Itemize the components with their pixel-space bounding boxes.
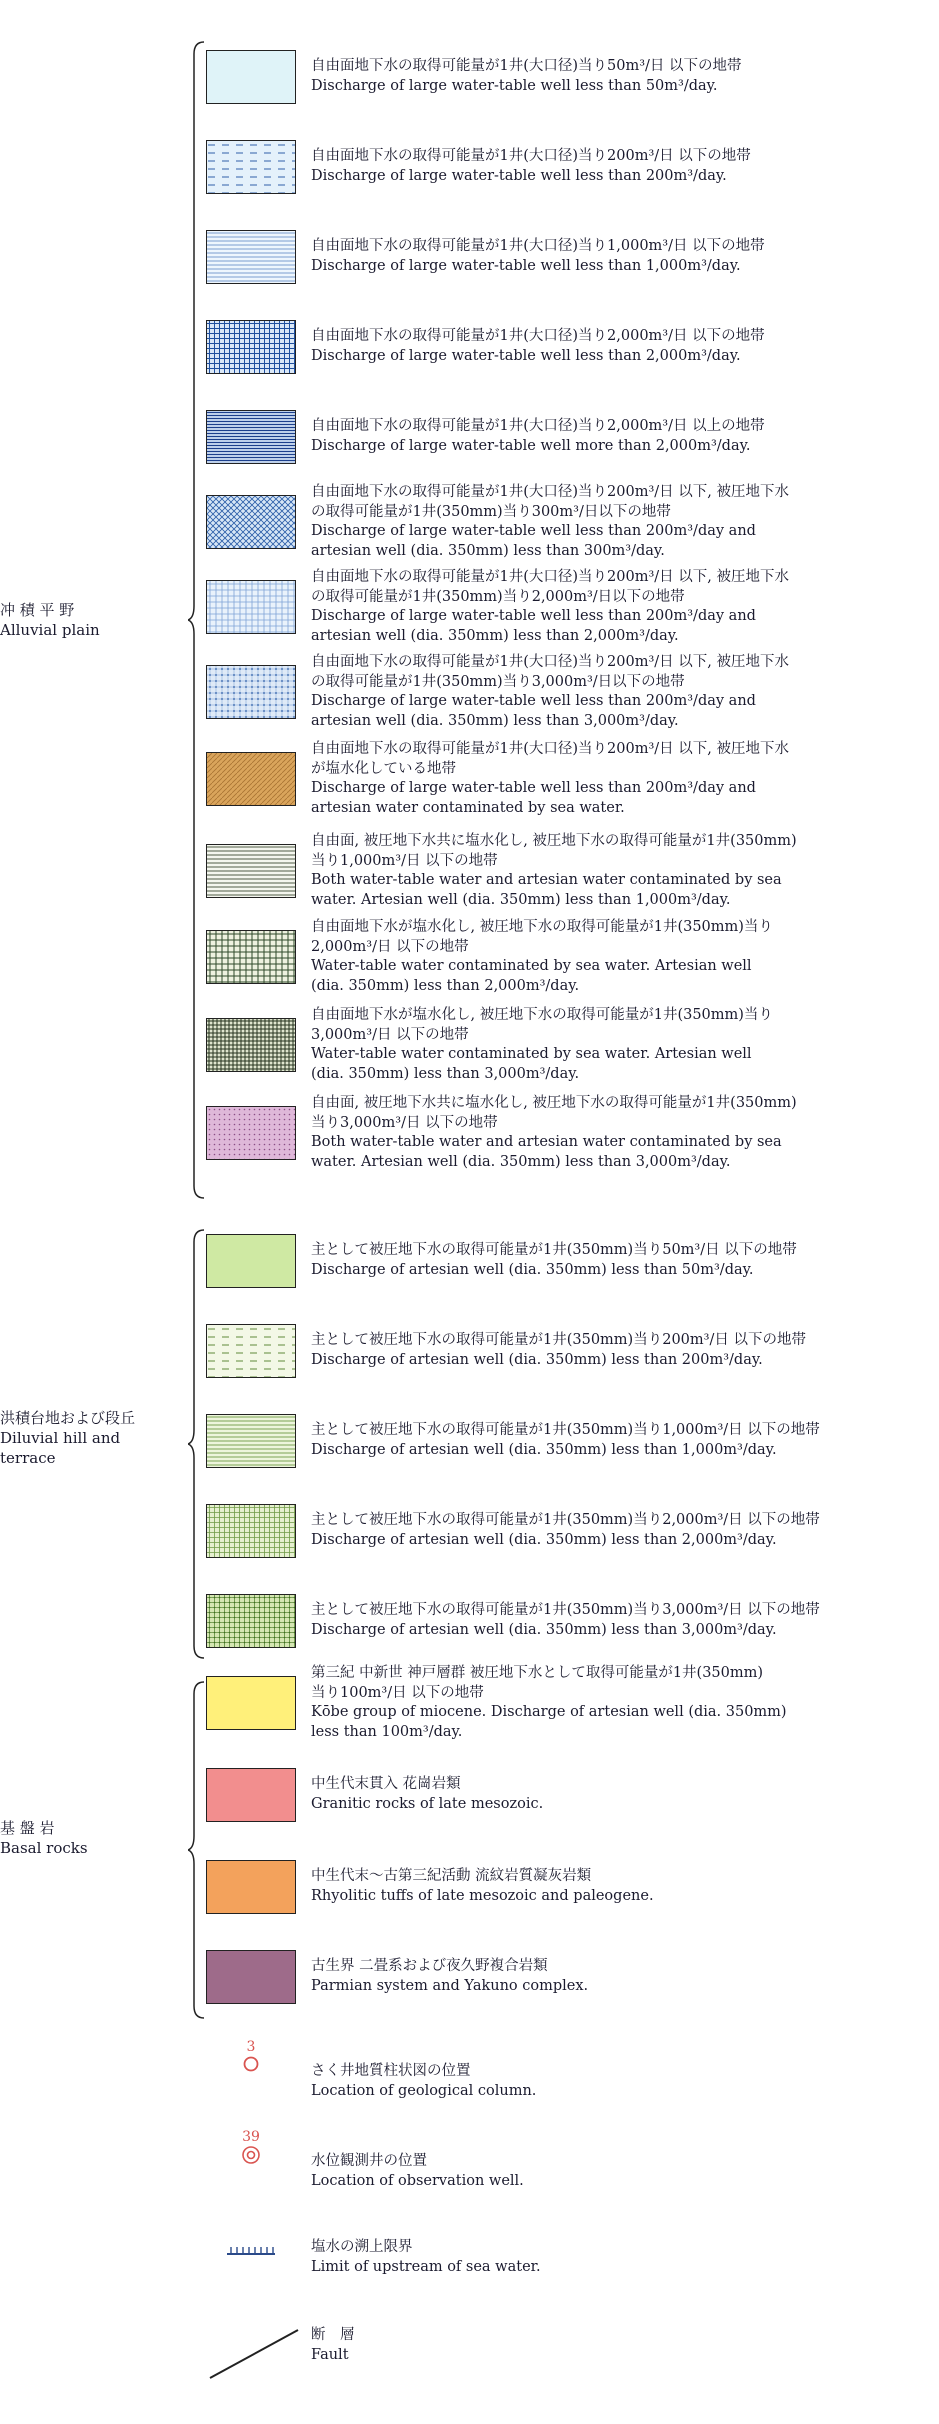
legend-line: 主として被圧地下水の取得可能量が1井(350mm)当り1,000m³/日 以下の地帯 [311,1422,820,1438]
legend-swatch-solid-mauve [206,1950,296,2004]
legend-line: Discharge of artesian well (dia. 350mm) less than 50m³/day. [311,1261,754,1278]
legend-line: Both water-table water and artesian water contaminated by sea [311,1134,782,1150]
legend-swatch-solid-pink [206,1768,296,1822]
legend-line: Granitic rocks of late mesozoic. [311,1795,544,1812]
legend-swatch-solid-yellow [206,1676,296,1730]
legend-text [311,237,921,276]
legend-line: 自由面地下水の取得可能量が1井(大口径)当り200m³/日 以下, 被圧地下水 [311,569,789,585]
legend-text [311,1601,921,1640]
observation-well-text [311,2152,921,2191]
well-number: 39 [242,2129,260,2145]
legend-swatch-fine-horizontal-blue [206,230,296,284]
observation-well-symbol [206,2130,296,2170]
legend-line: の取得可能量が1井(350mm)当り3,000m³/日以下の地帯 [311,673,685,690]
legend-line: Both water-table water and artesian water contaminated by sea [311,872,782,888]
legend-swatch-dashed-green [206,1324,296,1378]
legend-text [311,1867,921,1906]
group-label-basal [0,1818,200,1858]
legend-line: Discharge of artesian well (dia. 350mm) less than 2,000m³/day. [311,1531,777,1548]
legend-line: less than 100m³/day. [311,1723,463,1740]
double-circle-icon [240,2144,262,2166]
fault-text [311,2326,921,2365]
legend-text [311,417,921,456]
legend-line: 自由面地下水の取得可能量が1井(大口径)当り200m³/日 以下の地帯 [311,148,751,164]
legend-line: (dia. 350mm) less than 2,000m³/day. [311,977,580,994]
legend-line: 当り100m³/日 以下の地帯 [311,1684,484,1701]
geological-column-symbol [206,2040,296,2078]
legend-line: 中生代末～古第三紀活動 流紋岩質凝灰岩類 [311,1868,592,1884]
group-label-en: Basal rocks [0,1839,88,1857]
fault-symbol [206,2326,296,2386]
legend-line: 断 層 [311,2327,355,2343]
legend-line: Discharge of large water-table well less than 200m³/day and [311,608,756,624]
legend-line: さく井地質柱状図の位置 [311,2063,471,2079]
legend-line: Discharge of large water-table well less than 2,000m³/day. [311,347,741,364]
legend-line: 古生界 二畳系および夜久野複合岩類 [311,1958,548,1974]
legend-text [311,57,921,96]
legend-line: 自由面地下水の取得可能量が1井(大口径)当り2,000m³/日 以上の地帯 [311,418,765,434]
legend-text [311,1421,921,1460]
legend-text [311,1094,921,1172]
legend-line: 主として被圧地下水の取得可能量が1井(350mm)当り2,000m³/日 以下の地帯 [311,1512,820,1528]
legend-line: 自由面地下水の取得可能量が1井(大口径)当り200m³/日 以下, 被圧地下水 [311,484,789,500]
legend-text [311,918,921,996]
legend-text [311,1006,921,1084]
legend-line: 主として被圧地下水の取得可能量が1井(350mm)当り200m³/日 以下の地帯 [311,1332,806,1348]
legend-line: 3,000m³/日 以下の地帯 [311,1026,469,1043]
legend-line: 2,000m³/日 以下の地帯 [311,938,469,955]
legend-line: water. Artesian well (dia. 350mm) less than 3,000m³/day. [311,1153,731,1170]
legend-line: Rhyolitic tuffs of late mesozoic and paleogene. [311,1887,654,1904]
seawater-limit-symbol [206,2242,296,2261]
legend-line: Water-table water contaminated by sea water. Artesian well [311,1046,752,1062]
legend-text [311,1775,921,1814]
legend-line: 第三紀 中新世 神戸層群 被圧地下水として取得可能量が1井(350mm) [311,1665,764,1681]
group-label-en: Diluvial hill and [0,1429,121,1447]
group-label-ja: 洪積台地および段丘 [0,1409,136,1427]
legend-swatch-fine-grid-blue [206,580,296,634]
legend-line: の取得可能量が1井(350mm)当り300m³/日以下の地帯 [311,503,671,520]
legend-line: の取得可能量が1井(350mm)当り2,000m³/日以下の地帯 [311,588,685,605]
geological-column-text [311,2062,921,2101]
legend-line: Discharge of large water-table well less than 50m³/day. [311,77,718,94]
legend-line: 自由面地下水の取得可能量が1井(大口径)当り200m³/日 以下, 被圧地下水 [311,654,789,670]
legend-swatch-fine-grid-green [206,1504,296,1558]
group-label-diluvial [0,1408,200,1468]
legend-line: artesian well (dia. 350mm) less than 2,000m³/day. [311,627,679,644]
tick-line-icon [225,2243,277,2257]
legend-line: Discharge of large water-table well less than 200m³/day. [311,167,727,184]
legend-text [311,147,921,186]
brace-basal [188,1680,206,2020]
legend-line: 自由面地下水の取得可能量が1井(大口径)当り200m³/日 以下, 被圧地下水 [311,741,789,757]
legend-swatch-dotted-grid-green [206,1594,296,1648]
legend-line: 当り1,000m³/日 以下の地帯 [311,852,498,869]
column-number: 3 [246,2039,256,2055]
legend-line: Discharge of artesian well (dia. 350mm) less than 200m³/day. [311,1351,763,1368]
legend-line: Fault [311,2346,349,2363]
legend-swatch-solid-orange [206,1860,296,1914]
legend-line: 自由面, 被圧地下水共に塩水化し, 被圧地下水の取得可能量が1井(350mm) [311,833,797,849]
legend-swatch-purple-dotted [206,1106,296,1160]
legend-text [311,740,921,818]
legend-text [311,327,921,366]
legend-line: Discharge of large water-table well more than 2,000m³/day. [311,437,751,454]
legend-swatch-brown-hatch [206,752,296,806]
legend-swatch-dense-grid-green [206,1018,296,1072]
legend-line: Kōbe group of miocene. Discharge of artesian well (dia. 350mm) [311,1704,787,1720]
legend-line: water. Artesian well (dia. 350mm) less than 1,000m³/day. [311,891,731,908]
legend-line: 中生代末貫入 花崗岩類 [311,1776,461,1792]
legend-line: 当り3,000m³/日 以下の地帯 [311,1114,498,1131]
legend-line: Discharge of large water-table well less than 200m³/day and [311,780,756,796]
legend-line: Parmian system and Yakuno complex. [311,1977,589,1994]
legend-line: Location of geological column. [311,2082,537,2099]
legend-line: 自由面地下水が塩水化し, 被圧地下水の取得可能量が1井(350mm)当り [311,1007,773,1023]
legend-swatch-horizontal-dark [206,844,296,898]
legend-line: (dia. 350mm) less than 3,000m³/day. [311,1065,580,1082]
legend-line: Discharge of artesian well (dia. 350mm) less than 3,000m³/day. [311,1621,777,1638]
legend-line: 自由面地下水の取得可能量が1井(大口径)当り2,000m³/日 以下の地帯 [311,328,765,344]
circle-icon [241,2054,261,2074]
legend-swatch-grid-blue [206,320,296,374]
legend-line: が塩水化している地帯 [311,760,456,777]
legend-line: 自由面地下水の取得可能量が1井(大口径)当り1,000m³/日 以下の地帯 [311,238,765,254]
legend-line: Location of observation well. [311,2172,524,2189]
legend-swatch-grid-green [206,930,296,984]
brace-diluvial [188,1228,206,1660]
legend-text [311,1511,921,1550]
legend-swatch-dense-horizontal-blue [206,410,296,464]
legend-swatch-crosshatch-blue [206,495,296,549]
seawater-limit-text [311,2238,921,2277]
legend-text [311,1241,921,1280]
legend-text [311,1331,921,1370]
legend-line: Discharge of large water-table well less than 200m³/day and [311,523,756,539]
legend-line: 自由面地下水が塩水化し, 被圧地下水の取得可能量が1井(350mm)当り [311,919,773,935]
legend-swatch-plain-light-cyan [206,50,296,104]
legend-line: 水位観測井の位置 [311,2153,427,2169]
legend-line: 主として被圧地下水の取得可能量が1井(350mm)当り50m³/日 以下の地帯 [311,1242,797,1258]
group-label-en: Alluvial plain [0,621,100,639]
legend-swatch-dashed-blue [206,140,296,194]
group-label-ja: 基 盤 岩 [0,1819,55,1837]
legend-line: artesian well (dia. 350mm) less than 3,000m³/day. [311,712,679,729]
group-label-ja: 冲 積 平 野 [0,601,75,619]
legend-line: Limit of upstream of sea water. [311,2258,541,2275]
brace-alluvial [188,40,206,1200]
legend-text [311,1664,921,1742]
legend-line: Discharge of large water-table well less than 200m³/day and [311,693,756,709]
legend-swatch-plain-light-green [206,1234,296,1288]
legend-line: 自由面, 被圧地下水共に塩水化し, 被圧地下水の取得可能量が1井(350mm) [311,1095,797,1111]
legend-text [311,483,921,561]
legend-line: artesian water contaminated by sea water. [311,799,625,816]
legend-swatch-horizontal-green [206,1414,296,1468]
legend-line: Water-table water contaminated by sea water. Artesian well [311,958,752,974]
legend-text [311,568,921,646]
legend-line: Discharge of large water-table well less than 1,000m³/day. [311,257,741,274]
group-label-en: terrace [0,1449,56,1467]
legend-line: 主として被圧地下水の取得可能量が1井(350mm)当り3,000m³/日 以下の地帯 [311,1602,820,1618]
legend-line: 塩水の溯上限界 [311,2239,413,2255]
legend-line: artesian well (dia. 350mm) less than 300m³/day. [311,542,665,559]
legend-text [311,832,921,910]
legend-line: 自由面地下水の取得可能量が1井(大口径)当り50m³/日 以下の地帯 [311,58,742,74]
legend-line: Discharge of artesian well (dia. 350mm) less than 1,000m³/day. [311,1441,777,1458]
legend-text [311,653,921,731]
group-label-alluvial [0,600,200,640]
legend-text [311,1957,921,1996]
fault-line-icon [206,2326,302,2382]
legend-swatch-dotted-grid-blue [206,665,296,719]
